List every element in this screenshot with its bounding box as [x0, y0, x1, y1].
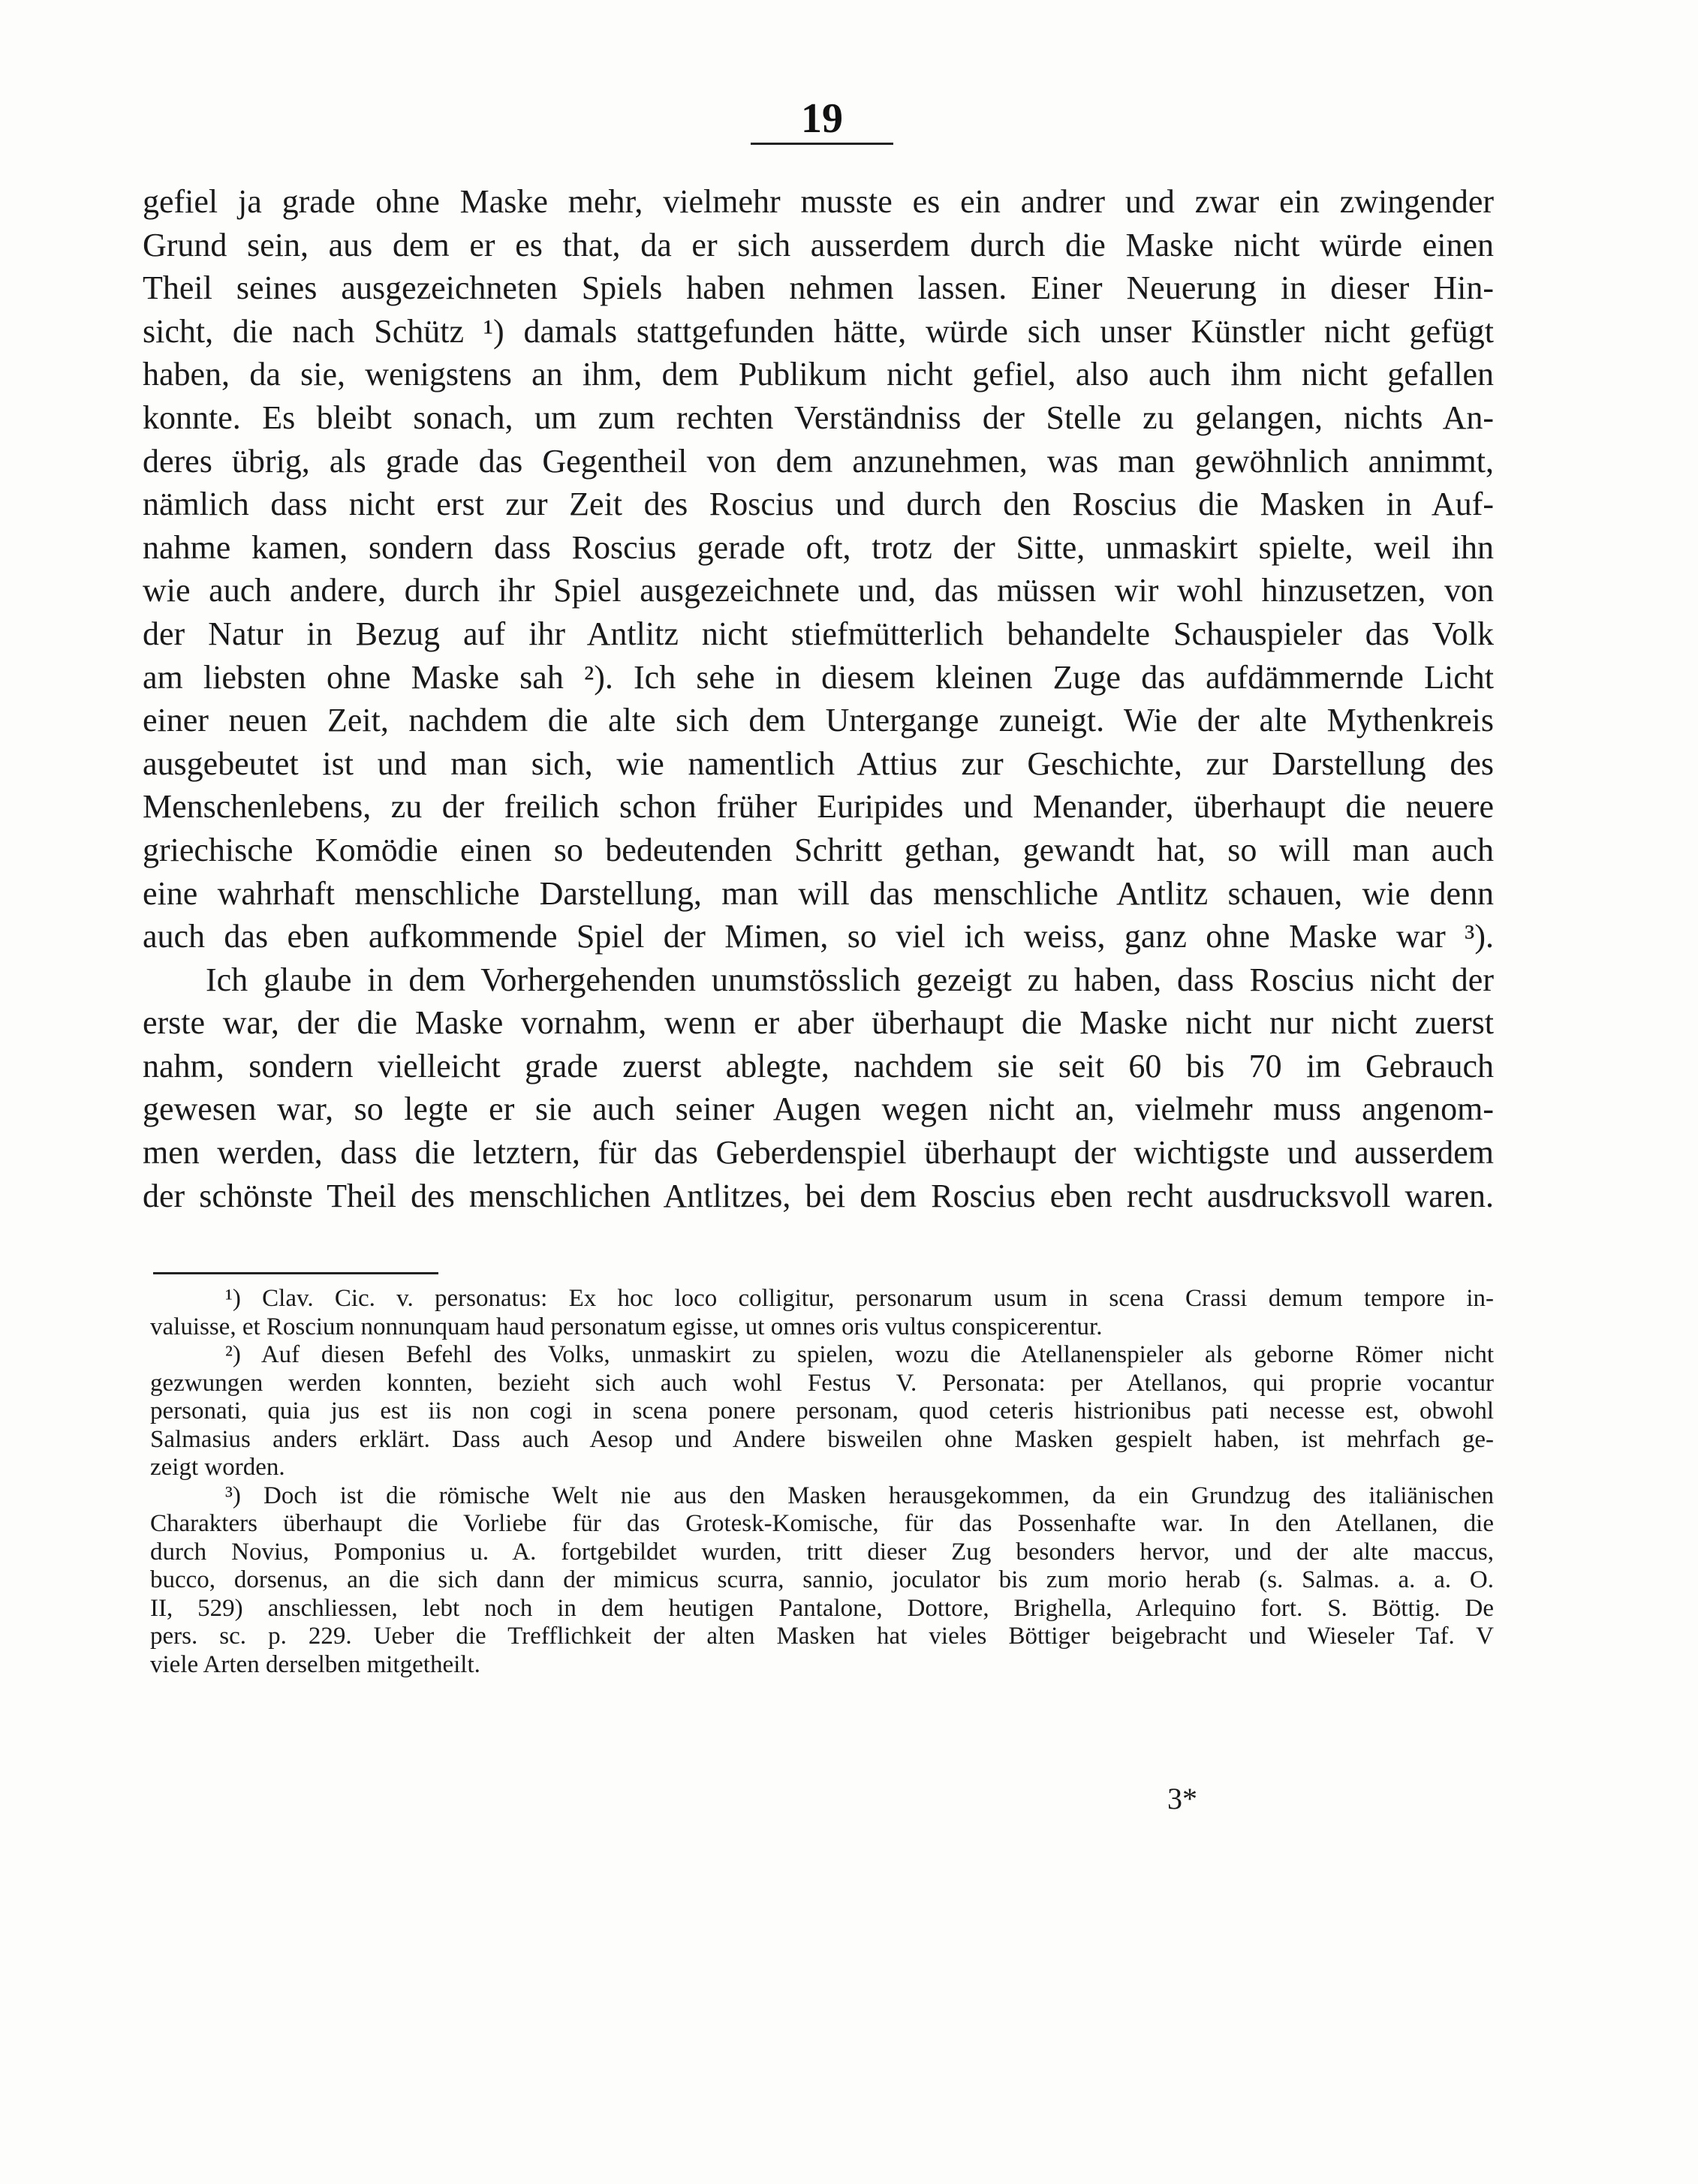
- text-line: einer neuen Zeit, nachdem die alte sich dem Untergange zuneigt. Wie der alte Mythenkreis: [143, 702, 1494, 739]
- text-line: men werden, dass die letztern, für das Geberdenspiel überhaupt der wichtigste und ausserdem: [143, 1134, 1494, 1172]
- footnote-3-line: durch Novius, Pomponius u. A. fortgebildet wurden, tritt dieser Zug besonders hervor, und der alte maccus,: [150, 1538, 1494, 1566]
- footnote-3-line: ³) Doch ist die römische Welt nie aus den Masken herausgekommen, da ein Grundzug des italiänischen: [225, 1482, 1494, 1509]
- text-line: nahm, sondern vielleicht grade zuerst ablegte, nachdem sie seit 60 bis 70 im Gebrauch: [143, 1047, 1494, 1084]
- text-line: gefiel ja grade ohne Maske mehr, vielmehr musste es ein andrer und zwar ein zwingender: [143, 183, 1494, 220]
- text-line: wie auch andere, durch ihr Spiel ausgezeichnete und, das müssen wir wohl hinzusetzen, von: [143, 572, 1494, 609]
- text-line: konnte. Es bleibt sonach, um zum rechten Verständniss der Stelle zu gelangen, nichts An-: [143, 399, 1494, 436]
- text-line: auch das eben aufkommende Spiel der Mimen, so viel ich weiss, ganz ohne Maske war ³).: [143, 918, 1494, 955]
- text-line: Menschenlebens, zu der freilich schon früher Euripides und Menander, überhaupt die neuere: [143, 788, 1494, 826]
- text-line: deres übrig, als grade das Gegentheil von dem anzunehmen, was man gewöhnlich annimmt,: [143, 442, 1494, 480]
- footnote-2-line: zeigt worden.: [150, 1454, 285, 1481]
- footnote-3-line: II, 529) anschliessen, lebt noch in dem heutigen Pantalone, Dottore, Brighella, Arlequino fort. S. Böttig. De: [150, 1594, 1494, 1622]
- text-line: griechische Komödie einen so bedeutenden Schritt gethan, gewandt hat, so will man auch: [143, 831, 1494, 868]
- text-line: nahme kamen, sondern dass Roscius gerade oft, trotz der Sitte, unmaskirt spielte, weil ihn: [143, 528, 1494, 566]
- footnote-2-line: Salmasius anders erklärt. Dass auch Aesop und Andere bisweilen ohne Masken gespielt haben, ist mehrfach ge-: [150, 1425, 1494, 1453]
- page-number-rule: [751, 143, 893, 145]
- footnote-3-line: viele Arten derselben mitgetheilt.: [150, 1650, 480, 1678]
- footnote-1-line: valuisse, et Roscium nonnunquam haud personatum egisse, ut omnes oris vultus conspicerentur.: [150, 1313, 1103, 1340]
- text-line: eine wahrhaft menschliche Darstellung, man will das menschliche Antlitz schauen, wie denn: [143, 874, 1494, 912]
- footnote-2-line: ²) Auf diesen Befehl des Volks, unmaskirt zu spielen, wozu die Atellanenspieler als geborne Römer nicht: [225, 1341, 1494, 1368]
- text-line: haben, da sie, wenigstens an ihm, dem Publikum nicht gefiel, also auch ihm nicht gefallen: [143, 356, 1494, 393]
- footnote-3-line: pers. sc. p. 229. Ueber die Trefflichkeit der alten Masken hat vieles Böttiger beigebracht und Wieseler Taf. V: [150, 1623, 1494, 1650]
- footnote-3-line: Charakters überhaupt die Vorliebe für das Grotesk-Komische, für das Possenhafte war. In den Atellanen, die: [150, 1510, 1494, 1537]
- footnote-2-line: personati, quia jus est iis non cogi in scena ponere personam, quod ceteris histrionibus pati necesse est, obwohl: [150, 1397, 1494, 1424]
- footnote-2-line: gezwungen werden konnten, bezieht sich auch wohl Festus V. Personata: per Atellanos, qui proprie vocantur: [150, 1369, 1494, 1397]
- page-number: 19: [801, 95, 843, 142]
- text-line: gewesen war, so legte er sie auch seiner Augen wegen nicht an, vielmehr muss angenom-: [143, 1090, 1494, 1128]
- text-line: sicht, die nach Schütz ¹) damals stattgefunden hätte, würde sich unser Künstler nicht gefügt: [143, 312, 1494, 350]
- main-text: [143, 180, 1494, 1217]
- text-line: erste war, der die Maske vornahm, wenn er aber überhaupt die Maske nicht nur nicht zuerst: [143, 1004, 1494, 1042]
- text-line: am liebsten ohne Maske sah ²). Ich sehe in diesem kleinen Zuge das aufdämmernde Licht: [143, 658, 1494, 696]
- text-line: ausgebeutet ist und man sich, wie namentlich Attius zur Geschichte, zur Darstellung des: [143, 745, 1494, 782]
- footnote-1-line: ¹) Clav. Cic. v. personatus: Ex hoc loco colligitur, personarum usum in scena Crassi demum tempore in-: [225, 1285, 1494, 1312]
- text-line: der schönste Theil des menschlichen Antlitzes, bei dem Roscius eben recht ausdrucksvoll waren.: [143, 1177, 1494, 1214]
- text-line: Theil seines ausgezeichneten Spiels haben nehmen lassen. Einer Neuerung in dieser Hin-: [143, 269, 1494, 307]
- paragraph-start-line: Ich glaube in dem Vorhergehenden unumstösslich gezeigt zu haben, dass Roscius nicht der: [206, 961, 1494, 998]
- signature-mark: 3*: [1167, 1782, 1197, 1815]
- footnote-separator: [153, 1272, 438, 1274]
- text-line: nämlich dass nicht erst zur Zeit des Roscius und durch den Roscius die Masken in Auf-: [143, 486, 1494, 523]
- text-line: der Natur in Bezug auf ihr Antlitz nicht stiefmütterlich behandelte Schauspieler das Volk: [143, 615, 1494, 652]
- footnotes: [150, 1285, 1494, 1679]
- text-line: Grund sein, aus dem er es that, da er sich ausserdem durch die Maske nicht würde einen: [143, 226, 1494, 263]
- footnote-3-line: bucco, dorsenus, an die sich dann der mimicus scurra, sannio, joculator bis zum morio herab (s. Salmas. a. a. O.: [150, 1566, 1494, 1593]
- page-header: [751, 96, 893, 141]
